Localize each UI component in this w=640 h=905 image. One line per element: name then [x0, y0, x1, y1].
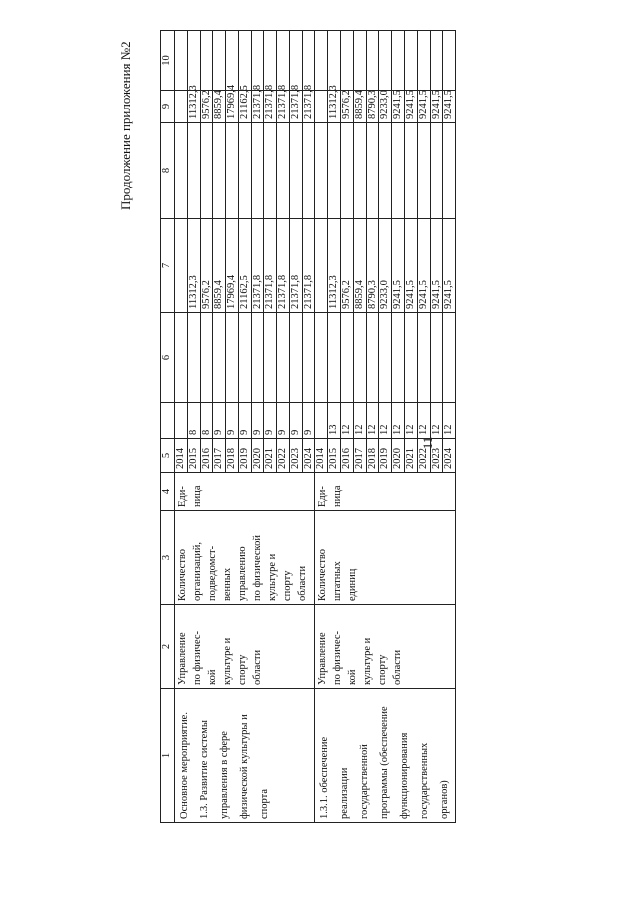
value-cell — [443, 31, 456, 91]
value-cell — [328, 31, 341, 91]
amount-cell — [315, 91, 328, 123]
year-cell: 2014 — [175, 439, 188, 473]
header-cell: 8 — [161, 123, 175, 219]
value-cell — [277, 123, 290, 219]
value-cell: 8 — [200, 403, 213, 439]
value-cell: 12 — [379, 403, 392, 439]
value-cell — [175, 31, 188, 91]
value-cell — [187, 123, 200, 219]
value-cell — [289, 31, 302, 91]
value-cell — [430, 313, 443, 403]
value-cell — [366, 313, 379, 403]
cell-line: органов) — [439, 780, 451, 819]
value-cell — [187, 313, 200, 403]
value-cell — [417, 31, 430, 91]
value-cell — [175, 313, 188, 403]
amount-cell: 11312,3 — [328, 219, 341, 313]
year-cell: 2017 — [213, 439, 226, 473]
year-cell: 2021 — [264, 439, 277, 473]
value-cell — [340, 123, 353, 219]
amount-cell: 9576,2 — [340, 91, 353, 123]
amount-cell: 9233,0 — [379, 91, 392, 123]
header-cell: 10 — [161, 31, 175, 91]
cell-line: по физичес- — [332, 630, 344, 685]
appendix-caption: Продолжение приложения №2 — [118, 41, 133, 210]
value-cell — [226, 313, 239, 403]
year-cell: 2019 — [379, 439, 392, 473]
amount-cell: 9241,5 — [443, 219, 456, 313]
value-cell — [238, 313, 251, 403]
responsible-cell — [315, 605, 456, 689]
year-cell: 2015 — [187, 439, 200, 473]
cell-line: венных — [222, 567, 233, 601]
amount-cell: 9241,5 — [443, 91, 456, 123]
value-cell — [175, 403, 188, 439]
amount-cell: 11312,3 — [187, 219, 200, 313]
cell-line: спорту — [377, 654, 389, 685]
year-cell: 2016 — [200, 439, 213, 473]
value-cell — [417, 123, 430, 219]
year-cell: 2020 — [251, 439, 264, 473]
cell-line: культуре и — [222, 637, 233, 685]
value-cell — [404, 123, 417, 219]
value-cell: 9 — [251, 403, 264, 439]
amount-cell: 9233,0 — [379, 219, 392, 313]
year-cell: 2015 — [328, 439, 341, 473]
amount-cell — [175, 219, 188, 313]
amount-cell: 21371,8 — [264, 219, 277, 313]
amount-cell: 9241,5 — [404, 91, 417, 123]
value-cell — [264, 31, 277, 91]
value-cell — [213, 313, 226, 403]
amount-cell: 21162,5 — [238, 91, 251, 123]
value-cell: 9 — [289, 403, 302, 439]
cell-line: Основное мероприятие. — [179, 712, 190, 819]
amount-cell: 9241,5 — [430, 91, 443, 123]
value-cell: 12 — [366, 403, 379, 439]
cell-line: Управление — [177, 632, 188, 685]
value-cell: 12 — [443, 403, 456, 439]
value-cell — [340, 313, 353, 403]
value-cell — [379, 123, 392, 219]
value-cell — [187, 31, 200, 91]
header-row — [161, 31, 175, 823]
year-cell: 2024 — [443, 439, 456, 473]
value-cell: 12 — [404, 403, 417, 439]
value-cell: 9 — [264, 403, 277, 439]
value-cell — [430, 123, 443, 219]
header-cell: 3 — [161, 511, 175, 605]
year-cell: 2019 — [238, 439, 251, 473]
cell-line: по физичес- — [192, 630, 203, 685]
amount-cell: 21371,8 — [277, 219, 290, 313]
value-cell — [443, 123, 456, 219]
year-cell: 2020 — [392, 439, 405, 473]
value-cell — [264, 123, 277, 219]
cell-line: программы (обеспечение — [379, 706, 391, 819]
value-cell — [379, 31, 392, 91]
header-cell: 2 — [161, 605, 175, 689]
value-cell — [200, 31, 213, 91]
value-cell: 9 — [277, 403, 290, 439]
cell-line: спорту — [282, 570, 293, 601]
value-cell — [251, 31, 264, 91]
amount-cell — [175, 91, 188, 123]
value-cell — [175, 123, 188, 219]
amount-cell: 21371,8 — [289, 91, 302, 123]
value-cell: 12 — [392, 403, 405, 439]
value-cell — [302, 123, 315, 219]
value-cell: 12 — [430, 403, 443, 439]
value-cell: 13 — [328, 403, 341, 439]
cell-line: ница — [192, 485, 203, 507]
value-cell — [430, 31, 443, 91]
value-cell — [315, 403, 328, 439]
cell-line: физической культуры и — [239, 714, 250, 819]
value-cell — [443, 313, 456, 403]
table-row — [315, 31, 328, 823]
value-cell — [238, 123, 251, 219]
value-cell — [200, 123, 213, 219]
year-cell: 2018 — [366, 439, 379, 473]
cell-line: 1.3. Развитие системы — [199, 720, 210, 819]
cell-line: функционирования — [399, 732, 411, 819]
cell-line: области — [252, 649, 263, 685]
value-cell — [366, 31, 379, 91]
year-cell: 2023 — [289, 439, 302, 473]
cell-line: культуре и — [267, 553, 278, 601]
value-cell — [353, 123, 366, 219]
cell-line: управлению — [237, 546, 248, 601]
value-cell — [404, 31, 417, 91]
amount-cell: 8790,3 — [366, 219, 379, 313]
cell-line: кой — [347, 669, 359, 685]
value-cell — [315, 31, 328, 91]
value-cell: 12 — [353, 403, 366, 439]
amount-cell: 9241,5 — [392, 219, 405, 313]
activity-cell — [315, 689, 456, 823]
table-row — [175, 31, 188, 823]
value-cell — [277, 313, 290, 403]
header-cell: 4 — [161, 473, 175, 511]
cell-line: государственных — [419, 742, 431, 819]
value-cell — [289, 313, 302, 403]
value-cell — [392, 31, 405, 91]
amount-cell: 8859,4 — [353, 219, 366, 313]
year-cell: 2021 — [404, 439, 417, 473]
cell-line: штатных — [332, 561, 344, 601]
cell-line: по физической — [252, 535, 263, 601]
value-cell — [404, 313, 417, 403]
cell-line: кой — [207, 669, 218, 685]
header-cell: 1 — [161, 689, 175, 823]
cell-line: области — [392, 649, 404, 685]
value-cell — [392, 313, 405, 403]
cell-line: реализации — [339, 767, 351, 819]
value-cell: 12 — [340, 403, 353, 439]
value-cell — [289, 123, 302, 219]
cell-line: подведомст- — [207, 545, 218, 601]
page-number: 11 — [420, 436, 435, 450]
responsible-cell — [175, 605, 315, 689]
cell-line: управления в сфере — [219, 731, 230, 819]
amount-cell: 21371,8 — [277, 91, 290, 123]
amount-cell: 21371,8 — [251, 219, 264, 313]
activity-cell — [175, 689, 315, 823]
amount-cell: 8859,4 — [213, 91, 226, 123]
value-cell — [366, 123, 379, 219]
value-cell — [251, 123, 264, 219]
year-cell: 2014 — [315, 439, 328, 473]
year-cell: 2022 — [417, 439, 430, 473]
year-cell: 2024 — [302, 439, 315, 473]
amount-cell: 17969,4 — [226, 91, 239, 123]
year-cell: 2022 — [277, 439, 290, 473]
amount-cell: 21371,8 — [251, 91, 264, 123]
value-cell: 9 — [213, 403, 226, 439]
year-cell: 2017 — [353, 439, 366, 473]
value-cell — [200, 313, 213, 403]
value-cell — [213, 123, 226, 219]
amount-cell: 9576,2 — [200, 91, 213, 123]
amount-cell — [315, 219, 328, 313]
value-cell — [353, 31, 366, 91]
value-cell — [340, 31, 353, 91]
value-cell — [302, 313, 315, 403]
indicator-cell — [175, 511, 315, 605]
cell-line: культуре и — [362, 637, 374, 685]
value-cell — [226, 123, 239, 219]
cell-line: спорту — [237, 654, 248, 685]
value-cell: 9 — [302, 403, 315, 439]
cell-line: Еди- — [317, 486, 329, 507]
value-cell — [328, 313, 341, 403]
header-cell — [161, 403, 175, 439]
cell-line: спорта — [259, 788, 270, 819]
unit-cell — [315, 473, 456, 511]
amount-cell: 9241,5 — [404, 219, 417, 313]
cell-line: Количество — [177, 548, 188, 601]
value-cell — [277, 31, 290, 91]
value-cell — [328, 123, 341, 219]
value-cell — [392, 123, 405, 219]
amount-cell: 8859,4 — [353, 91, 366, 123]
value-cell — [417, 313, 430, 403]
amount-cell: 9241,5 — [430, 219, 443, 313]
amount-cell: 17969,4 — [226, 219, 239, 313]
value-cell: 9 — [238, 403, 251, 439]
value-cell — [315, 313, 328, 403]
cell-line: организаций, — [192, 542, 203, 601]
amount-cell: 21371,8 — [289, 219, 302, 313]
amount-cell: 21162,5 — [238, 219, 251, 313]
value-cell — [251, 313, 264, 403]
unit-cell — [175, 473, 315, 511]
value-cell: 12 — [417, 403, 430, 439]
year-cell: 2023 — [430, 439, 443, 473]
header-cell: 9 — [161, 91, 175, 123]
value-cell — [302, 31, 315, 91]
header-cell: 7 — [161, 219, 175, 313]
value-cell — [315, 123, 328, 219]
value-cell — [353, 313, 366, 403]
cell-line: Управление — [317, 632, 329, 685]
value-cell: 9 — [226, 403, 239, 439]
amount-cell: 21371,8 — [302, 219, 315, 313]
indicator-cell — [315, 511, 456, 605]
cell-line: единиц — [347, 568, 359, 601]
amount-cell: 21371,8 — [302, 91, 315, 123]
cell-line: ница — [332, 485, 344, 507]
amount-cell: 11312,3 — [328, 91, 341, 123]
program-table — [160, 30, 456, 823]
header-cell: 6 — [161, 313, 175, 403]
cell-line: 1.3.1. обеспечение — [319, 736, 331, 819]
year-cell: 2016 — [340, 439, 353, 473]
cell-line: Количество — [317, 548, 329, 601]
value-cell — [213, 31, 226, 91]
value-cell — [264, 313, 277, 403]
amount-cell: 9241,5 — [392, 91, 405, 123]
amount-cell: 9576,2 — [340, 219, 353, 313]
amount-cell: 8790,3 — [366, 91, 379, 123]
value-cell: 8 — [187, 403, 200, 439]
amount-cell: 9576,2 — [200, 219, 213, 313]
amount-cell: 11312,3 — [187, 91, 200, 123]
value-cell — [226, 31, 239, 91]
amount-cell: 9241,5 — [417, 219, 430, 313]
cell-line: государственной — [359, 744, 371, 819]
year-cell: 2018 — [226, 439, 239, 473]
amount-cell: 8859,4 — [213, 219, 226, 313]
cell-line: области — [297, 565, 308, 601]
header-cell: 5 — [161, 439, 175, 473]
value-cell — [238, 31, 251, 91]
amount-cell: 21371,8 — [264, 91, 277, 123]
amount-cell: 9241,5 — [417, 91, 430, 123]
value-cell — [379, 313, 392, 403]
cell-line: Еди- — [177, 486, 188, 507]
